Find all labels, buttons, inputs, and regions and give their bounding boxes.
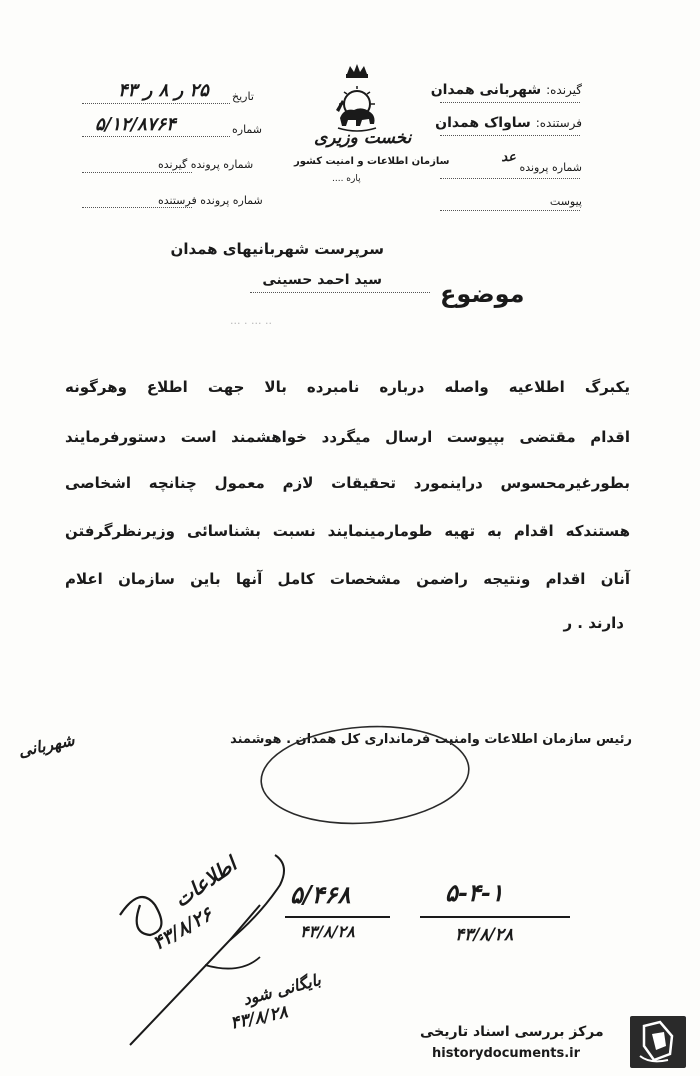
file-number-value: عد (501, 150, 516, 165)
archive-logo (630, 1016, 686, 1068)
handwritten-scrawl (110, 845, 390, 1065)
handwritten-date-3: ۴۳/۸/۲۸ (455, 925, 514, 945)
handwritten-ref-number-2: ۵-۴-۱ (445, 878, 504, 907)
receiver-value: شهربانی همدان (430, 82, 542, 98)
handwritten-note-left: اطلاعات (169, 852, 241, 912)
addressee: سرپرست شهربانیهای همدان (170, 240, 384, 258)
attachment-row (412, 195, 582, 208)
date-label: تاریخ (232, 90, 254, 103)
body-line-5: آنان اقدام ونتیجه راضمن مشخصات کامل آنها باین سازمان اعلام (65, 570, 630, 588)
subject-value: سید احمد حسینی (262, 272, 382, 288)
receiver-row (412, 82, 582, 98)
emblem-subtitle: پاره .... (332, 174, 361, 184)
subject-label: موضوع (440, 280, 525, 308)
sender-row (402, 115, 582, 131)
subject-faded-text: ... . ... .. (230, 314, 272, 327)
attachment-label: پیوست (549, 195, 582, 208)
ref-underline-2 (420, 916, 570, 918)
handwritten-filed-note: بایگانی شود (240, 970, 323, 1009)
footer-website: historydocuments.ir (432, 1046, 581, 1061)
body-line-3: بطورغیرمحسوس دراینمورد تحقیقات لازم معمول چنانچه اشخاصی (65, 474, 630, 492)
stamp-oval (255, 720, 475, 830)
sender-dots (440, 135, 580, 136)
number-dots (82, 136, 230, 137)
handwritten-note-date: ۴۳/۸/۲۶ (148, 903, 217, 955)
emblem (292, 62, 450, 202)
handwritten-filed-date: ۴۳/۸/۲۸ (228, 1002, 290, 1034)
receiver-dots (440, 102, 580, 103)
emblem-org: سازمان اطلاعات و امنیت کشور (294, 156, 450, 167)
footer-org-name: مرکز بررسی اسناد تاریخی (420, 1024, 604, 1040)
handwritten-date-2: ۴۳/۸/۲۸ (300, 922, 355, 941)
emblem-title: نخست وزیری (314, 128, 412, 148)
receiver-file-dots (82, 172, 192, 173)
number-value: ۵/۱۲/۸۷۶۴ (95, 114, 176, 135)
document-scroll-icon (630, 1016, 686, 1068)
receiver-label: گیرنده: (546, 83, 582, 97)
body-line-2: اقدام مقتضی بپیوست ارسال میگردد خواهشمند است دستورفرمایند (65, 428, 630, 446)
margin-note: شهربانی (16, 730, 77, 761)
sender-value: ساواک همدان (435, 115, 531, 131)
sender-label: فرستنده: (535, 116, 582, 130)
ref-underline-1 (285, 916, 390, 918)
sender-file-label: شماره پرونده فرستنده (158, 194, 263, 207)
body-line-4: هستندکه اقدام به تهیه طومارمینمایند نسبت بشناسائی وزیرنظرگرفتن (65, 522, 630, 540)
file-number-dots (440, 178, 580, 179)
body-line-1: یکبرگ اطلاعیه واصله درباره نامبرده بالا جهت اطلاع وهرگونه (65, 378, 630, 396)
body-line-6: دارند . ر (563, 614, 624, 632)
subject-dots (250, 292, 430, 293)
file-number-label: شماره پرونده (519, 161, 582, 174)
date-dots (82, 103, 230, 104)
receiver-file-label: شماره پرونده گیرنده (158, 158, 254, 171)
date-value: ۲۵ ر ۸ ر ۴۳ (118, 80, 209, 101)
attachment-dots (440, 210, 580, 211)
signature-line: رئیس سازمان اطلاعات وامنیت فرمانداری کل همدان . هوشمند (230, 732, 632, 747)
handwritten-ref-number-1: ۵/۴۶۸ (290, 880, 351, 909)
number-label: شماره (232, 123, 263, 136)
sender-file-dots (82, 207, 192, 208)
